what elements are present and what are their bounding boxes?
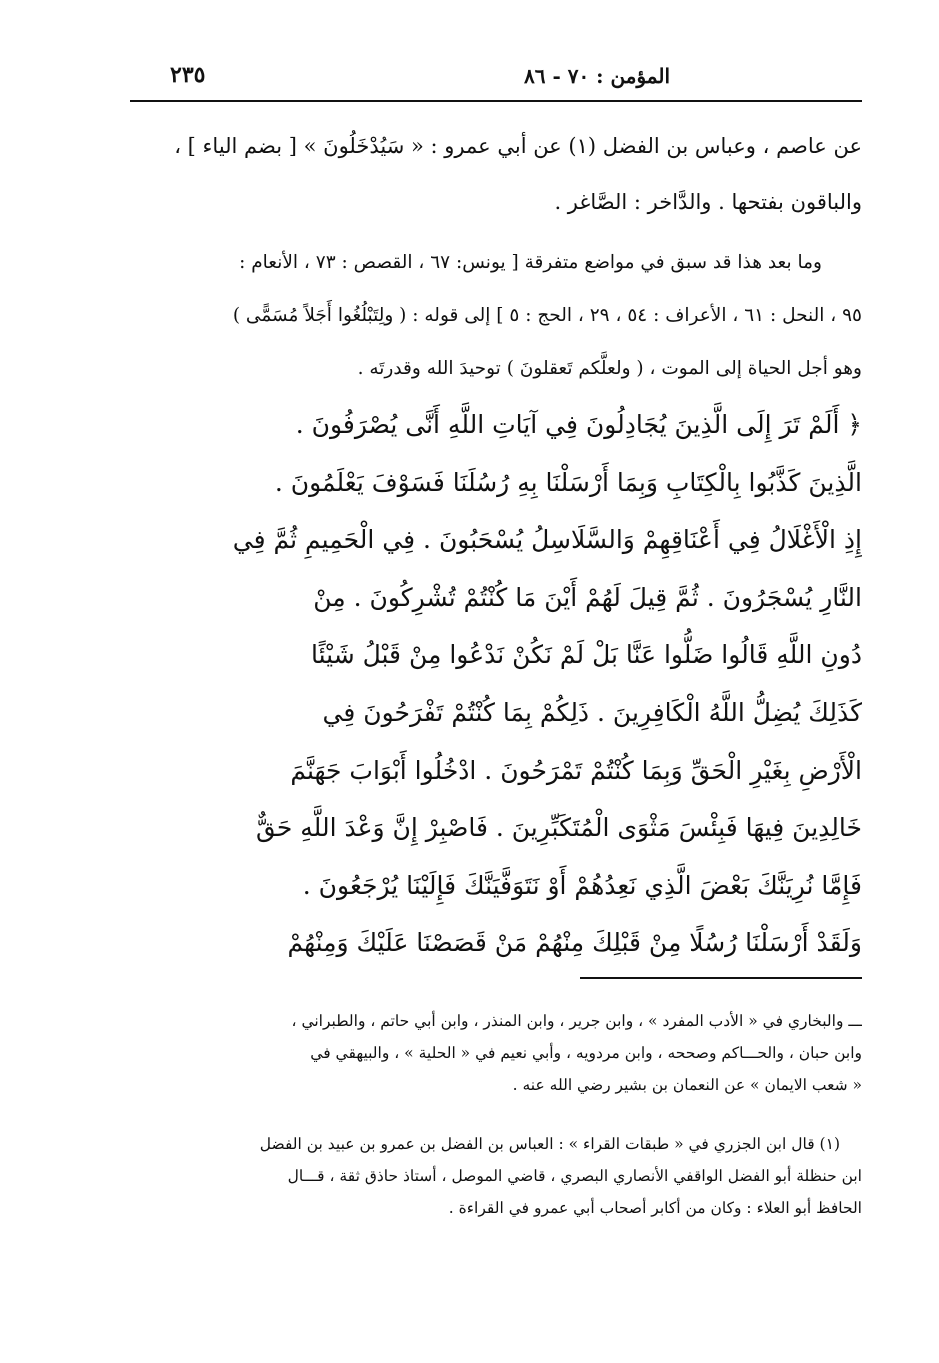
verse-line: الَّذِينَ كَذَّبُوا بِالْكِتَابِ وَبِمَا أَرْسَلْنَا بِهِ رُسُلَنَا فَسَوْفَ يَعْلَمُونَ .: [274, 467, 862, 497]
quran-verses: [130, 396, 862, 972]
verse-line: خَالِدِينَ فِيهَا فَبِئْسَ مَثْوَى الْمُتَكَبِّرِينَ . فَاصْبِرْ إِنَّ وَعْدَ اللَّهِ حَقٌّ: [256, 813, 862, 843]
header-divider: [130, 100, 862, 102]
commentary-line: عن عاصم ، وعباس بن الفضل (١) عن أبي عمرو : « سَيُدْخَلُونَ » [ بضم الياء ] ،: [174, 134, 862, 158]
footnote-1: [130, 1128, 862, 1224]
cross-reference-line: وما بعد هذا قد سبق في مواضع متفرقة [ يونس: ٦٧ ، القصص : ٧٣ ، الأنعام :: [239, 252, 822, 273]
cross-reference-paragraph: [130, 236, 862, 395]
footnote-line: الحافظ أبو العلاء : وكان من أكابر أصحاب أبي عمرو في القراءة .: [448, 1199, 862, 1217]
verse-line: الْأَرْضِ بِغَيْرِ الْحَقِّ وَبِمَا كُنْتُمْ تَمْرَحُونَ . ادْخُلُوا أَبْوَابَ جَهَنَّمَ: [290, 755, 862, 785]
verse-line: دُونِ اللَّهِ قَالُوا ضَلُّوا عَنَّا بَلْ لَمْ نَكُنْ نَدْعُوا مِنْ قَبْلُ شَيْئًا: [310, 640, 862, 670]
running-header: [130, 58, 860, 100]
footnote-line: (١) قال ابن الجزري في « طبقات القراء » : العباس بن الفضل بن عمرو بن عبيد بن الفضل: [259, 1135, 840, 1153]
verse-line: إِذِ الْأَغْلَالُ فِي أَعْنَاقِهِمْ وَالسَّلَاسِلُ يُسْحَبُونَ . فِي الْحَمِيمِ ثُمَّ فِي: [232, 525, 862, 555]
verse-line: وَلَقَدْ أَرْسَلْنَا رُسُلًا مِنْ قَبْلِكَ مِنْهُمْ مَنْ قَصَصْنَا عَلَيْكَ وَمِنْهُمْ: [287, 928, 862, 958]
footnote-line: ابن حنظلة أبو الفضل الواقفي الأنصاري البصري ، قاضي الموصل ، أستاذ حاذق ثقة ، قـــال: [287, 1167, 862, 1185]
page-number: ٢٣٥: [170, 62, 206, 88]
commentary-paragraph: [130, 118, 862, 230]
footnote-divider: [580, 977, 862, 979]
footnote-line: « شعب الايمان » عن النعمان بن بشير رضي الله عنه .: [512, 1076, 862, 1094]
verse-line: ﴿ أَلَمْ تَرَ إِلَى الَّذِينَ يُجَادِلُونَ فِي آيَاتِ اللَّهِ أَنَّى يُصْرَفُونَ .: [295, 410, 862, 439]
commentary-line: والباقون بفتحها . والدَّاخر : الصَّاغر .: [554, 190, 862, 214]
header-title: المؤمن : ٧٠ - ٨٦: [524, 64, 670, 88]
verse-line: فَإِمَّا نُرِيَنَّكَ بَعْضَ الَّذِي نَعِدُهُمْ أَوْ نَتَوَفَّيَنَّكَ فَإِلَيْنَا يُرْجَعُونَ .: [302, 870, 862, 900]
footnote-line: ـــ والبخاري في « الأدب المفرد » ، وابن جرير ، وابن المنذر ، وابن أبي حاتم ، والطبراني ،: [291, 1012, 862, 1030]
footnote-line: وابن حبان ، والحـــاكم وصححه ، وابن مردويه ، وأبي نعيم في « الحلية » ، والبيهقي في: [310, 1044, 862, 1062]
verse-line: كَذَلِكَ يُضِلُّ اللَّهُ الْكَافِرِينَ . ذَلِكُمْ بِمَا كُنْتُمْ تَفْرَحُونَ فِي: [322, 697, 862, 727]
cross-reference-line: وهو أجل الحياة إلى الموت ، ( ولعلَّكم تَعقلونَ ) توحيدَ الله وقدرتَه .: [357, 358, 862, 379]
cross-reference-line: ٩٥ ، النحل : ٦١ ، الأعراف : ٥٤ ، ٢٩ ، الحج : ٥ ] إلى قوله : ( ولِتَبْلُغُوا أَجَلاً مُسَمًّى ): [232, 305, 862, 326]
verse-line: النَّارِ يُسْجَرُونَ . ثُمَّ قِيلَ لَهُمْ أَيْنَ مَا كُنْتُمْ تُشْرِكُونَ . مِنْ: [313, 582, 862, 612]
footnote-continuation: [130, 1005, 862, 1101]
